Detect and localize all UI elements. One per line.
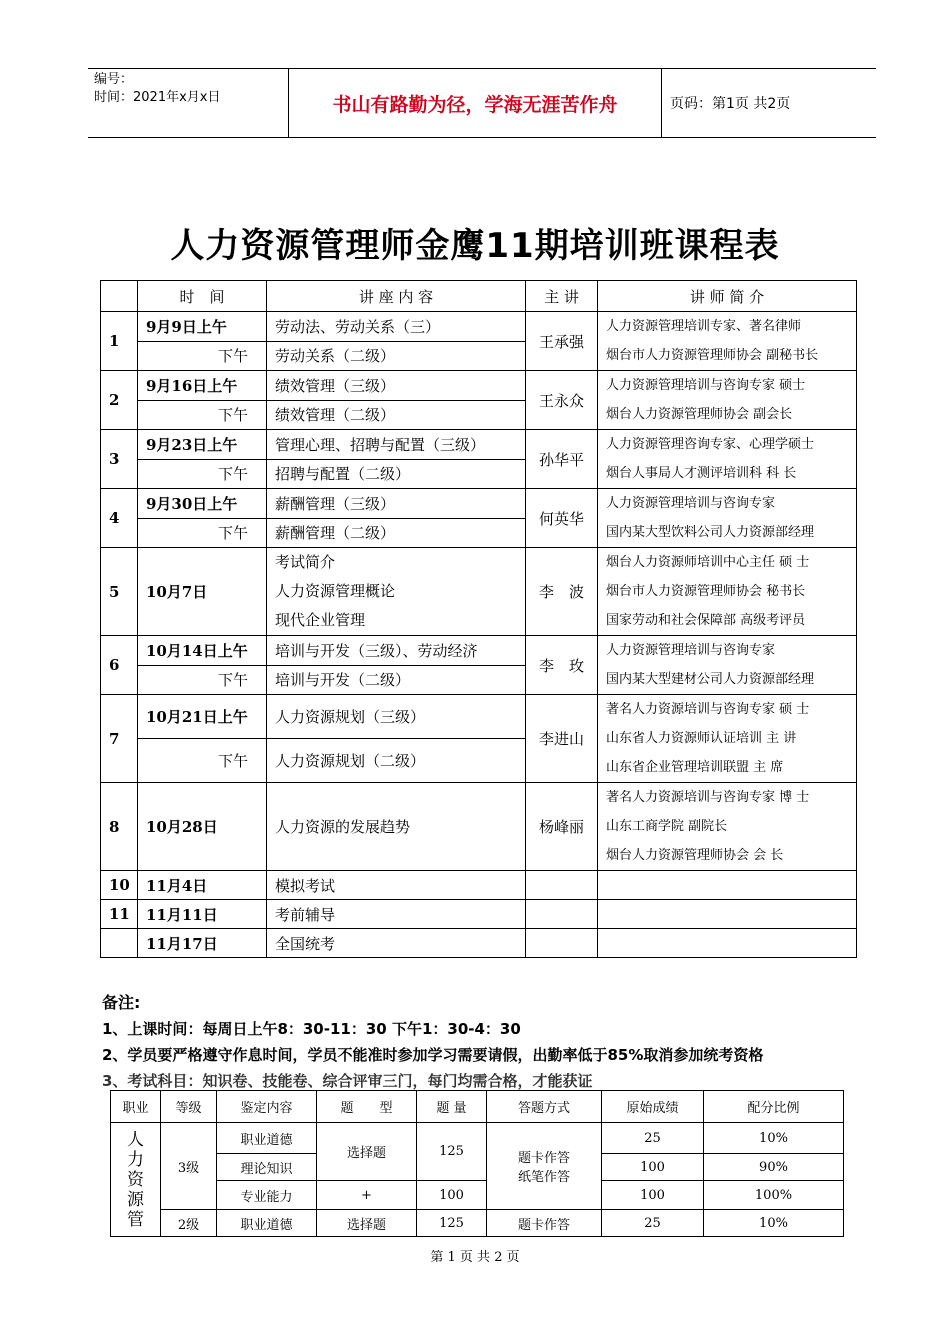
bio-line: 烟台人事局人才测评培训科 科 长 [606, 466, 797, 481]
lecturer-empty [526, 900, 598, 929]
exam-row [111, 1210, 844, 1237]
notes-heading: 备注: [102, 993, 141, 1012]
bio-line: 著名人力资源培训与咨询专家 博 士 [606, 790, 810, 805]
topic-am: 绩效管理（三级） [267, 371, 526, 401]
header-no [101, 281, 138, 312]
lecturer-empty [526, 929, 598, 958]
exam-ratio: 90% [704, 1154, 844, 1181]
row-number: 7 [101, 695, 138, 783]
row-number: 2 [101, 371, 138, 430]
date-am: 9月30日上午 [138, 489, 267, 519]
lecturer-bio [598, 489, 857, 548]
topic-line: 现代企业管理 [275, 611, 366, 629]
table-row [101, 900, 857, 929]
lecturer: 王承强 [526, 312, 598, 371]
bio-line: 著名人力资源培训与咨询专家 硕 士 [606, 702, 810, 717]
exam-content: 职业道德 [217, 1123, 317, 1154]
page-footer: 第 1 页 共 2 页 [430, 1250, 520, 1265]
bio-line: 人力资源管理培训与咨询专家 硕士 [606, 378, 806, 393]
page-title: 人力资源管理师金鹰11期培训班课程表 [170, 226, 780, 266]
exam-header: 答题方式 [487, 1091, 602, 1123]
topic-pm: 人力资源规划（二级） [267, 739, 526, 783]
exam-ratio: 10% [704, 1123, 844, 1154]
table-row [101, 312, 857, 342]
table-row [101, 929, 857, 958]
schedule-table [100, 280, 857, 958]
date-am: 9月9日上午 [138, 312, 267, 342]
lecturer-bio [598, 430, 857, 489]
lecturer-bio [598, 783, 857, 871]
table-row [101, 548, 857, 636]
header-lecturer: 主 讲 [526, 281, 598, 312]
bio-empty [598, 929, 857, 958]
exam-score: 100 [602, 1181, 704, 1210]
exam-header: 原始成绩 [602, 1091, 704, 1123]
exam-row [111, 1123, 844, 1154]
topic-pm: 招聘与配置（二级） [267, 459, 526, 489]
bio-line: 山东省人力资源师认证培训 主 讲 [606, 731, 797, 746]
date-pm: 下午 [138, 665, 267, 695]
date-am: 10月14日上午 [138, 636, 267, 666]
lecturer: 李 玫 [526, 636, 598, 695]
date-am: 9月16日上午 [138, 371, 267, 401]
lecturer-bio [598, 312, 857, 371]
row-number [101, 929, 138, 958]
method-line: 纸笔作答 [517, 1170, 570, 1185]
exam-header: 题 量 [417, 1091, 487, 1123]
topic-am: 薪酬管理（三级） [267, 489, 526, 519]
topics [267, 548, 526, 636]
table-row [101, 430, 857, 460]
bio-line: 国内某大型饮料公司人力资源部经理 [606, 525, 815, 540]
exam-header-row [111, 1091, 844, 1123]
lecturer: 王永众 [526, 371, 598, 430]
level-2: 2级 [161, 1210, 217, 1237]
row-number: 5 [101, 548, 138, 636]
exam-score: 25 [602, 1123, 704, 1154]
lecturer: 李进山 [526, 695, 598, 783]
topic-pm: 培训与开发（二级） [267, 665, 526, 695]
topic-pm: 劳动关系（二级） [267, 341, 526, 371]
date: 10月7日 [138, 548, 267, 636]
row-number: 10 [101, 871, 138, 900]
row-number: 4 [101, 489, 138, 548]
table-row [101, 695, 857, 739]
table-row [101, 489, 857, 519]
bio-empty [598, 900, 857, 929]
bio-line: 烟台人力资源管理师协会 副会长 [606, 407, 793, 422]
bio-line: 山东工商学院 副院长 [606, 819, 728, 834]
bio-line: 山东省企业管理培训联盟 主 席 [606, 760, 784, 775]
page-label: 页码：第1页 共2页 [670, 96, 791, 112]
bio-line: 烟台人力资源管理师协会 会 长 [606, 848, 784, 863]
career-label: 人力资源管 [127, 1129, 144, 1230]
exam-header: 等级 [161, 1091, 217, 1123]
date-pm: 下午 [138, 459, 267, 489]
topic-am: 劳动法、劳动关系（三） [267, 312, 526, 342]
exam-header: 鉴定内容 [217, 1091, 317, 1123]
bio-line: 烟台市人力资源管理师协会 秘书长 [606, 584, 806, 599]
topic: 全国统考 [267, 929, 526, 958]
lecturer-bio [598, 636, 857, 695]
exam-ratio: 100% [704, 1181, 844, 1210]
exam-header: 职业 [111, 1091, 161, 1123]
exam-method [487, 1123, 602, 1210]
bio-line: 人力资源管理咨询专家、心理学硕士 [606, 437, 815, 452]
time-label: 时间：2021年x月x日 [94, 90, 221, 105]
bio-line: 国内某大型建材公司人力资源部经理 [606, 672, 815, 687]
topic-am: 人力资源规划（三级） [267, 695, 526, 739]
number-label: 编号： [94, 72, 134, 87]
exam-content: 职业道德 [217, 1210, 317, 1237]
date-am: 9月23日上午 [138, 430, 267, 460]
exam-qty: 100 [417, 1181, 487, 1210]
lecturer: 李 波 [526, 548, 598, 636]
topic-line: 考试简介 [275, 553, 336, 571]
row-number: 11 [101, 900, 138, 929]
bio-line: 人力资源管理培训与咨询专家 [606, 643, 776, 658]
exam-ratio: 10% [704, 1210, 844, 1237]
bio-line: 烟台市人力资源管理师协会 副秘书长 [606, 348, 819, 363]
date: 10月28日 [138, 783, 267, 871]
row-number: 8 [101, 783, 138, 871]
bio-line: 人力资源管理培训专家、著名律师 [606, 319, 802, 334]
exam-type: + [317, 1181, 417, 1210]
lecturer-empty [526, 871, 598, 900]
level-3: 3级 [161, 1123, 217, 1210]
bio-empty [598, 871, 857, 900]
date-pm: 下午 [138, 518, 267, 548]
header-meta [94, 71, 220, 107]
topic-am: 管理心理、招聘与配置（三级） [267, 430, 526, 460]
lecturer: 何英华 [526, 489, 598, 548]
note-item: 1、上课时间：每周日上午8：30-11：30 下午1：30-4：30 [102, 1020, 521, 1038]
date-am: 10月21日上午 [138, 695, 267, 739]
header-content: 讲 座 内 容 [267, 281, 526, 312]
lecturer-bio [598, 371, 857, 430]
bio-line: 国家劳动和社会保障部 高级考评员 [606, 613, 806, 628]
header-bio: 讲 师 简 介 [598, 281, 857, 312]
exam-content: 理论知识 [217, 1154, 317, 1181]
exam-qty: 125 [417, 1123, 487, 1181]
row-number: 3 [101, 430, 138, 489]
table-row [101, 783, 857, 871]
header-motto: 书山有路勤为径，学海无涯苦作舟 [288, 69, 662, 137]
date-pm: 下午 [138, 341, 267, 371]
date: 11月17日 [138, 929, 267, 958]
exam-score: 100 [602, 1154, 704, 1181]
topic-line: 人力资源管理概论 [275, 582, 396, 600]
row-number: 6 [101, 636, 138, 695]
date: 11月4日 [138, 871, 267, 900]
exam-method: 题卡作答 [487, 1210, 602, 1237]
topic: 人力资源的发展趋势 [267, 783, 526, 871]
table-row [101, 371, 857, 401]
topic-pm: 绩效管理（二级） [267, 400, 526, 430]
exam-content: 专业能力 [217, 1181, 317, 1210]
document-header [88, 68, 876, 138]
career-cell [111, 1123, 161, 1237]
exam-type: 选择题 [317, 1210, 417, 1237]
topic: 考前辅导 [267, 900, 526, 929]
exam-type: 选择题 [317, 1123, 417, 1181]
exam-score: 25 [602, 1210, 704, 1237]
notes-section [102, 990, 763, 1094]
exam-table [110, 1090, 844, 1237]
bio-line: 烟台人力资源师培训中心主任 硕 士 [606, 555, 810, 570]
lecturer-bio [598, 695, 857, 783]
lecturer: 杨峰丽 [526, 783, 598, 871]
exam-row [111, 1181, 844, 1210]
table-row [101, 871, 857, 900]
date-pm: 下午 [138, 739, 267, 783]
date: 11月11日 [138, 900, 267, 929]
method-line: 题卡作答 [517, 1151, 570, 1166]
header-time: 时 间 [138, 281, 267, 312]
topic-am: 培训与开发（三级）、劳动经济 [267, 636, 526, 666]
topic-pm: 薪酬管理（二级） [267, 518, 526, 548]
note-item: 3、考试科目：知识卷、技能卷、综合评审三门，每门均需合格，才能获证 [102, 1072, 593, 1090]
exam-qty: 125 [417, 1210, 487, 1237]
note-item: 2、学员要严格遵守作息时间，学员不能准时参加学习需要请假，出勤率低于85%取消参加统考资格 [102, 1046, 764, 1064]
exam-header: 配分比例 [704, 1091, 844, 1123]
lecturer: 孙华平 [526, 430, 598, 489]
lecturer-bio [598, 548, 857, 636]
date-pm: 下午 [138, 400, 267, 430]
bio-line: 人力资源管理培训与咨询专家 [606, 496, 776, 511]
schedule-header-row [101, 281, 857, 312]
table-row [101, 636, 857, 666]
topic: 模拟考试 [267, 871, 526, 900]
exam-header: 题 型 [317, 1091, 417, 1123]
row-number: 1 [101, 312, 138, 371]
